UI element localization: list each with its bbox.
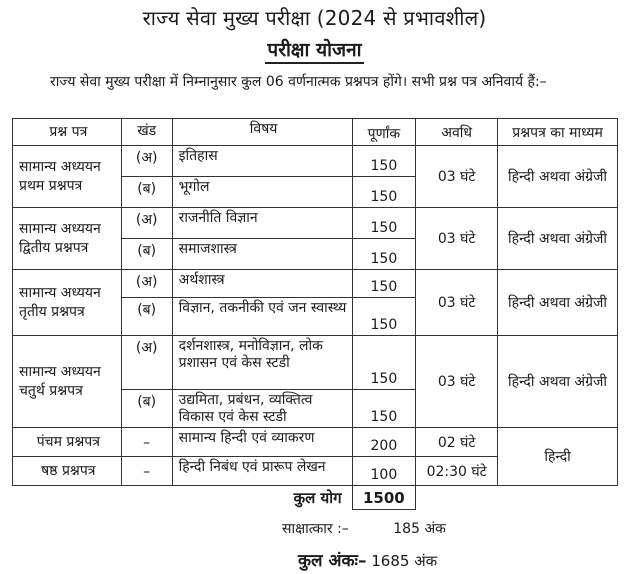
header-medium: प्रश्नपत्र का माध्यम <box>498 119 618 146</box>
grand-total-label: कुल अंकः– <box>298 551 367 571</box>
header-khand: खंड <box>121 119 172 146</box>
marks-cell: 200 <box>352 428 416 457</box>
marks-cell: 150 <box>352 239 416 270</box>
medium-cell: हिन्दी अथवा अंग्रेजी <box>498 208 618 270</box>
table-row <box>13 428 618 457</box>
paper-name: सामान्य अध्ययन तृतीय प्रश्नपत्र <box>13 270 122 336</box>
page-subtitle: परीक्षा योजना <box>265 38 363 64</box>
header-paper: प्रश्न पत्र <box>13 119 122 146</box>
total-row <box>13 486 618 510</box>
khand-cell: (ब) <box>121 239 172 270</box>
khand-cell: (ब) <box>121 298 172 336</box>
paper-name: षष्ठ प्रश्नपत्र <box>13 457 122 486</box>
subject-cell: अर्थशास्त्र <box>172 270 352 298</box>
duration-cell: 03 घंटे <box>416 208 498 270</box>
page-title: राज्य सेवा मुख्य परीक्षा (2024 से प्रभावशील) <box>142 6 487 30</box>
subject-cell: दर्शनशास्त्र, मनोविज्ञान, लोक प्रशासन एवं केस स्टडी <box>172 336 352 390</box>
duration-cell: 03 घंटे <box>416 336 498 428</box>
medium-cell: हिन्दी अथवा अंग्रेजी <box>498 146 618 208</box>
subject-cell: उद्यमिता, प्रबंधन, व्यक्तित्व विकास एवं केस स्टडी <box>172 390 352 428</box>
subject-cell: भूगोल <box>172 177 352 208</box>
table-header-row <box>13 119 618 146</box>
duration-cell: 02:30 घंटे <box>416 457 498 486</box>
khand-cell: (अ) <box>121 336 172 390</box>
paper-name: सामान्य अध्ययन प्रथम प्रश्नपत्र <box>13 146 122 208</box>
grand-total-line <box>298 548 437 571</box>
exam-plan-table <box>12 118 618 510</box>
marks-cell: 100 <box>352 457 416 486</box>
subject-cell: सामान्य हिन्दी एवं व्याकरण <box>172 428 352 457</box>
subject-cell: विज्ञान, तकनीकी एवं जन स्वास्थ्य <box>172 298 352 336</box>
marks-cell: 150 <box>352 390 416 428</box>
khand-cell: (अ) <box>121 146 172 177</box>
table-row <box>13 270 618 298</box>
medium-cell: हिन्दी <box>498 428 618 486</box>
interview-value: 185 अंक <box>393 521 446 537</box>
header-subject: विषय <box>172 119 352 146</box>
medium-cell: हिन्दी अथवा अंग्रेजी <box>498 336 618 428</box>
grand-total-value: 1685 अंक <box>371 552 438 570</box>
marks-cell: 150 <box>352 146 416 177</box>
khand-cell: (ब) <box>121 390 172 428</box>
khand-cell: – <box>121 457 172 486</box>
header-marks: पूर्णांक <box>352 119 416 146</box>
intro-paragraph <box>6 72 619 92</box>
khand-cell: (ब) <box>121 177 172 208</box>
paper-name: सामान्य अध्ययन चतुर्थ प्रश्नपत्र <box>13 336 122 428</box>
subject-cell: राजनीति विज्ञान <box>172 208 352 239</box>
medium-cell: हिन्दी अथवा अंग्रेजी <box>498 270 618 336</box>
marks-cell: 150 <box>352 177 416 208</box>
header-duration: अवधि <box>416 119 498 146</box>
duration-cell: 03 घंटे <box>416 270 498 336</box>
khand-cell: (अ) <box>121 208 172 239</box>
total-label: कुल योग <box>121 486 352 510</box>
marks-cell: 150 <box>352 208 416 239</box>
table-row <box>13 146 618 177</box>
subject-cell: इतिहास <box>172 146 352 177</box>
paper-name: सामान्य अध्ययन द्वितीय प्रश्नपत्र <box>13 208 122 270</box>
total-value: 1500 <box>352 486 416 510</box>
table-row <box>13 208 618 239</box>
intro-text: राज्य सेवा मुख्य परीक्षा में निम्नानुसार कुल 06 वर्णनात्मक प्रश्नपत्र होंगे। सभी प्रश्न पत्र अनिवार्य हैं:– <box>50 74 547 90</box>
table-row <box>13 336 618 390</box>
marks-cell: 150 <box>352 270 416 298</box>
interview-label: साक्षात्कार :– <box>282 521 349 537</box>
paper-name: पंचम प्रश्नपत्र <box>13 428 122 457</box>
khand-cell: (अ) <box>121 270 172 298</box>
duration-cell: 03 घंटे <box>416 146 498 208</box>
subject-cell: हिन्दी निबंध एवं प्रारूप लेखन <box>172 457 352 486</box>
duration-cell: 02 घंटे <box>416 428 498 457</box>
interview-line <box>282 519 446 538</box>
khand-cell: – <box>121 428 172 457</box>
marks-cell: 150 <box>352 336 416 390</box>
marks-cell: 150 <box>352 298 416 336</box>
subject-cell: समाजशास्त्र <box>172 239 352 270</box>
